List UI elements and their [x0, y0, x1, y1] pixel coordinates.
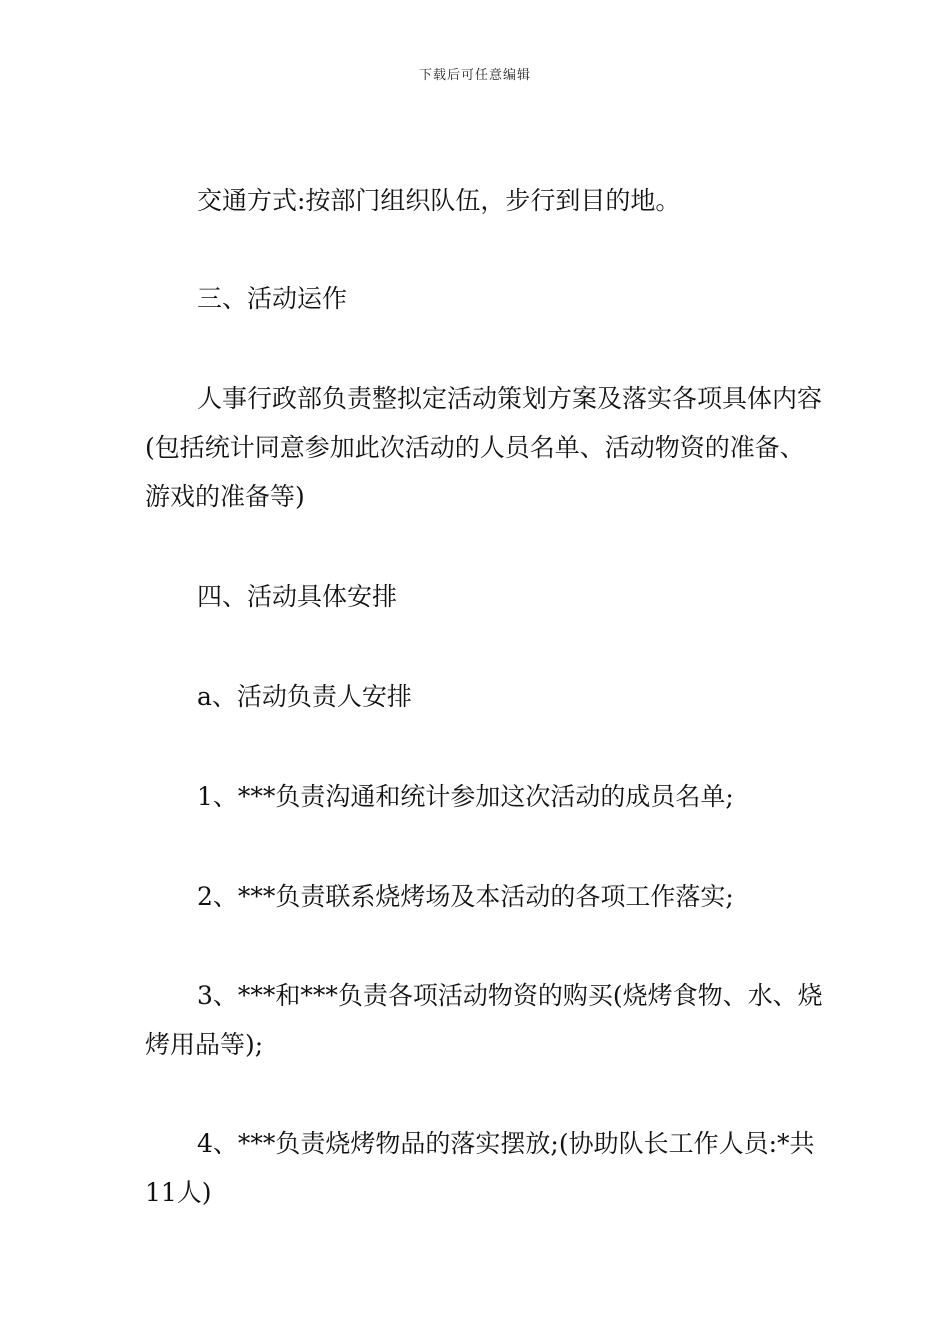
- list-item-3: 3、***和***负责各项活动物资的购买(烧烤食物、水、烧烤用品等);: [145, 981, 823, 1059]
- paragraph-transport: 交通方式:按部门组织队伍，步行到目的地。: [197, 186, 681, 215]
- list-item-1: 1、***负责沟通和统计参加这次活动的成员名单;: [197, 782, 734, 811]
- page-header: 下载后可任意编辑: [418, 68, 531, 83]
- list-item-4: 4、***负责烧烤物品的落实摆放;(协助队长工作人员:*共11人): [145, 1129, 815, 1207]
- paragraph-hr-responsibility: 人事行政部负责整拟定活动策划方案及落实各项具体内容(包括统计同意参加此次活动的人员名单、活动物资的准备、游戏的准备等): [145, 384, 823, 511]
- section-heading-arrangement: 四、活动具体安排: [197, 582, 398, 611]
- section-heading-operation: 三、活动运作: [197, 284, 348, 313]
- subheading-leaders: a、活动负责人安排: [197, 682, 412, 711]
- list-item-2: 2、***负责联系烧烤场及本活动的各项工作落实;: [197, 882, 734, 911]
